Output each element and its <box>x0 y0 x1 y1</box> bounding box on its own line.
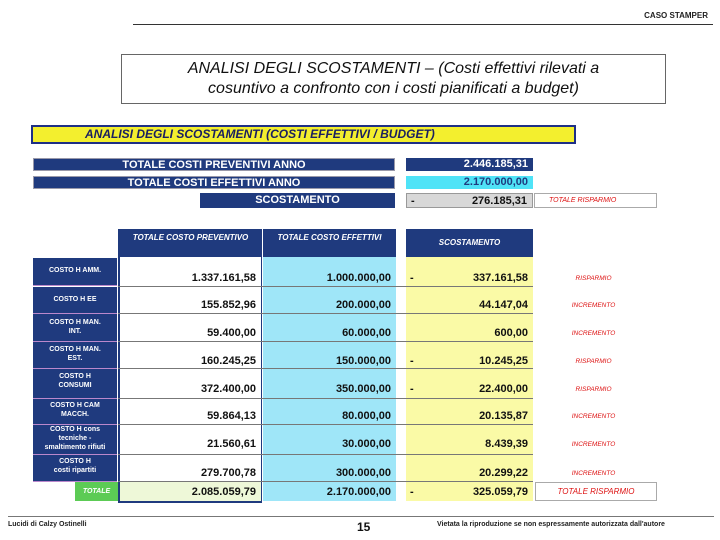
row-flag-consumi: RISPARMIO <box>575 386 612 393</box>
summary-eff-label: TOTALE COSTI EFFETTIVI ANNO <box>33 176 395 189</box>
footer-divider <box>8 516 714 517</box>
prev-column-body <box>120 257 261 501</box>
summary-prev-label: TOTALE COSTI PREVENTIVI ANNO <box>33 158 395 171</box>
title-line-1: ANALISI DEGLI SCOSTAMENTI – (Costi effettivi rilevati a <box>187 60 600 77</box>
row-eff-man-est: 150.000,00 <box>335 355 391 367</box>
row-scost-cam-macch: 20.135,87 <box>479 410 528 422</box>
row-scost-amm: 337.161,58 <box>472 272 528 284</box>
row-eff-cam-macch: 80.000,00 <box>342 410 391 422</box>
row-label-man-int: COSTO H MAN. INT. <box>33 314 117 342</box>
row-separator <box>118 341 533 342</box>
column-header-eff: TOTALE COSTO EFFETTIVI <box>263 229 396 257</box>
row-prev-smaltimento: 21.560,61 <box>207 438 256 450</box>
row-prev-ripartiti: 279.700,78 <box>200 467 256 479</box>
row-scost-man-int: 600,00 <box>494 327 528 339</box>
row-flag-ee: INCREMENTO <box>571 302 616 309</box>
row-label-ripartiti: COSTO H costi ripartiti <box>33 455 117 482</box>
total-label: TOTALE <box>75 482 118 501</box>
row-flag-man-int: INCREMENTO <box>571 330 616 337</box>
total-prev: 2.085.059,79 <box>191 486 256 498</box>
row-prev-consumi: 372.400,00 <box>200 383 256 395</box>
row-eff-man-int: 60.000,00 <box>342 327 391 339</box>
page-number: 15 <box>357 520 371 534</box>
row-separator <box>118 454 533 455</box>
row-separator <box>118 368 533 369</box>
row-label-consumi: COSTO H CONSUMI <box>33 369 117 399</box>
header-divider <box>133 24 713 25</box>
summary-scost-value <box>406 193 533 208</box>
row-eff-ripartiti: 300.000,00 <box>335 467 391 479</box>
row-eff-ee: 200.000,00 <box>335 299 391 311</box>
footer-copyright: Vietata la riproduzione se non espressamente autorizzata dall'autore <box>437 521 665 528</box>
total-sign: - <box>410 486 414 498</box>
row-prev-man-int: 59.400,00 <box>207 327 256 339</box>
summary-prev-value: 2.446.185,31 <box>406 158 533 171</box>
row-scost-man-est: 10.245,25 <box>479 355 528 367</box>
row-label-ee: COSTO H EE <box>33 287 117 314</box>
row-eff-consumi: 350.000,00 <box>335 383 391 395</box>
row-label-amm: COSTO H AMM. <box>33 258 117 286</box>
row-label-cam-macch: COSTO H CAM MACCH. <box>33 399 117 425</box>
row-scost-consumi: 22.400,00 <box>479 383 528 395</box>
row-sign-amm: - <box>410 272 414 284</box>
row-flag-smaltimento: INCREMENTO <box>571 441 616 448</box>
row-separator <box>118 313 533 314</box>
row-flag-man-est: RISPARMIO <box>575 358 612 365</box>
row-sign-man-est: - <box>410 355 414 367</box>
total-scost: 325.059,79 <box>472 486 528 498</box>
column-header-scost: SCOSTAMENTO <box>406 229 533 257</box>
row-scost-ripartiti: 20.299,22 <box>479 467 528 479</box>
row-flag-ripartiti: INCREMENTO <box>571 470 616 477</box>
row-separator <box>118 286 533 287</box>
slide-title <box>121 54 666 104</box>
column-header-prev: TOTALE COSTO PREVENTIVO <box>120 229 261 257</box>
table-banner: ANALISI DEGLI SCOSTAMENTI (COSTI EFFETTIVI / BUDGET) <box>31 125 576 144</box>
row-separator <box>118 398 533 399</box>
row-label-smaltimento: COSTO H cons tecniche - smaltimento rifiuti <box>33 425 117 455</box>
row-label-man-est: COSTO H MAN. EST. <box>33 342 117 369</box>
summary-scost-note: TOTALE RISPARMIO <box>534 193 657 208</box>
row-eff-amm: 1.000.000,00 <box>326 272 391 284</box>
summary-scost-number: 276.185,31 <box>471 195 527 207</box>
row-flag-cam-macch: INCREMENTO <box>571 413 616 420</box>
summary-scost-sign: - <box>411 195 415 207</box>
row-prev-amm: 1.337.161,58 <box>191 272 256 284</box>
row-separator <box>118 424 533 425</box>
footer-author: Lucidi di Calzy Ostinelli <box>8 521 87 528</box>
row-flag-amm: RISPARMIO <box>575 275 612 282</box>
header-tag: CASO STAMPER <box>644 11 708 20</box>
row-sign-consumi: - <box>410 383 414 395</box>
total-eff: 2.170.000,00 <box>326 486 391 498</box>
row-scost-smaltimento: 8.439,39 <box>485 438 528 450</box>
title-line-2: cosuntivo a confronto con i costi pianificati a budget) <box>208 80 579 97</box>
summary-scost-label: SCOSTAMENTO <box>200 193 395 208</box>
row-prev-ee: 155.852,96 <box>200 299 256 311</box>
summary-eff-value: 2.170.000,00 <box>406 176 533 189</box>
row-prev-man-est: 160.245,25 <box>200 355 256 367</box>
row-eff-smaltimento: 30.000,00 <box>342 438 391 450</box>
row-scost-ee: 44.147,04 <box>479 299 528 311</box>
total-flag: TOTALE RISPARMIO <box>535 482 657 501</box>
row-prev-cam-macch: 59.864,13 <box>207 410 256 422</box>
